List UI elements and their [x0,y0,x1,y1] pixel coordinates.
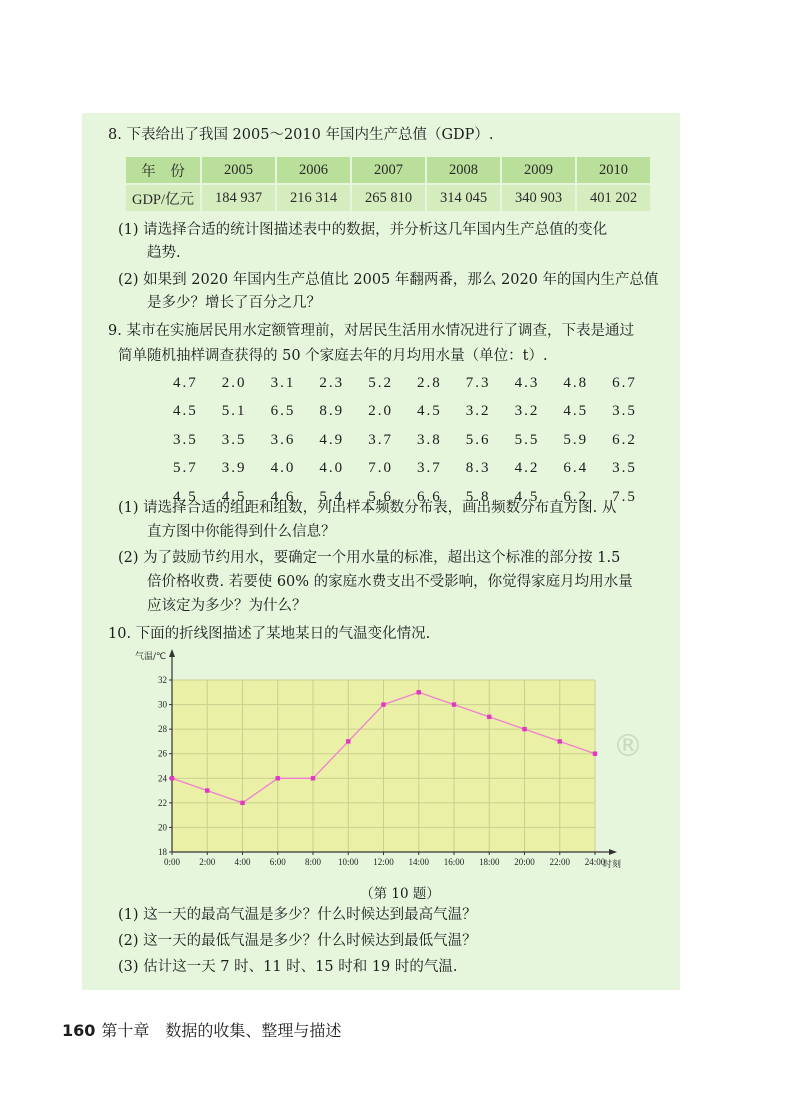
data-point [381,702,385,706]
water-data-cell: 6.2 [612,431,637,448]
gdp-table-header-year: 年 份 [125,156,201,184]
data-point [311,776,315,780]
data-point [593,752,597,756]
water-data-cell: 3.5 [612,460,637,477]
q9-intro-line2: 简单随机抽样调查获得的 50 个家庭去年的月均用水量（单位：t）. [118,348,548,364]
gdp-table-value-cell: 314 045 [426,184,501,212]
gdp-table-year-cell: 2008 [426,156,501,184]
page-footer [62,1018,341,1041]
water-data-cell: 6.5 [270,403,296,420]
data-point [522,727,526,731]
q8-sub2-line1: (2) 如果到 2020 年国内生产总值比 2005 年翻两番，那么 2020 年的国内生产总值 [118,272,659,288]
y-tick-label: 26 [158,748,167,759]
water-usage-data-grid [173,369,661,511]
q10-caption: （第 10 题） [360,886,440,902]
water-data-cell: 2.8 [416,375,442,391]
water-data-cell: 5.2 [368,375,393,391]
data-point [240,801,244,805]
water-data-cell: 4.0 [319,460,345,477]
gdp-table-value-cell: 216 314 [276,184,351,212]
water-data-cell: 3.9 [221,460,247,477]
water-data-cell: 3.6 [270,431,296,448]
data-point [346,739,350,743]
water-data-cell: 2.3 [319,375,345,391]
q8-sub1-line2: 趋势. [147,245,181,261]
x-tick-label: 4:00 [234,857,251,867]
y-tick-label: 20 [158,822,167,833]
q9-sub1-line1: (1) 请选择合适的组距和组数，列出样本频数分布表，画出频数分布直方图. 从 [118,500,617,516]
water-data-cell: 4.5 [514,488,540,505]
x-tick-label: 10:00 [337,857,359,867]
water-data-cell: 7.3 [465,375,491,391]
water-data-cell: 5.7 [173,460,198,477]
water-data-cell: 3.5 [612,403,637,420]
gdp-table-year-cell: 2005 [201,156,276,184]
water-data-cell: 6.7 [612,375,637,391]
gdp-table-year-cell: 2009 [501,156,576,184]
x-tick-label: 2:00 [199,857,216,867]
data-point [558,739,562,743]
y-tick-label: 18 [158,847,167,857]
water-data-cell: 4.5 [221,488,247,505]
water-data-cell: 5.4 [319,488,345,505]
gdp-table-year-row [125,156,651,184]
data-point [417,690,421,694]
water-data-cell: 4.2 [514,460,540,477]
water-data-cell: 4.7 [173,375,198,391]
chapter-title: 第十章 数据的收集、整理与描述 [101,1021,342,1040]
x-tick-label: 22:00 [549,857,571,867]
water-data-cell: 5.5 [514,431,540,448]
water-data-cell: 3.2 [514,403,540,420]
x-axis-label: 时刻 [603,860,622,870]
water-data-cell: 4.9 [319,431,345,448]
y-tick-label: 22 [158,797,167,808]
y-tick-label: 32 [158,675,167,685]
q10-sub1: (1) 这一天的最高气温是多少？什么时候达到最高气温？ [118,907,477,923]
q8-sub1-line1: (1) 请选择合适的统计图描述表中的数据，并分析这几年国内生产总值的变化 [118,222,608,238]
water-data-cell: 7.0 [368,460,393,477]
y-tick-label: 24 [158,773,167,784]
water-data-cell: 4.0 [270,460,296,477]
data-point [205,788,209,792]
water-data-cell: 4.6 [270,488,296,505]
x-tick-label: 6:00 [269,857,286,867]
q9-sub1-line2: 直方图中你能得到什么信息？ [147,524,336,540]
y-axis-label: 气温/℃ [135,652,167,662]
water-data-cell: 4.5 [173,488,198,505]
x-tick-label: 0:00 [163,857,181,867]
water-data-cell: 3.1 [270,375,296,391]
q9-intro-line1: 9. 某市在实施居民用水定额管理前，对居民生活用水情况进行了调查，下表是通过 [108,323,634,339]
gdp-table [124,155,652,213]
water-data-cell: 7.5 [612,488,637,505]
gdp-table-year-cell: 2007 [351,156,426,184]
data-point [276,776,280,780]
data-point [487,715,491,719]
registered-watermark: ® [613,729,643,764]
gdp-table-header-gdp: GDP/亿元 [125,184,201,212]
q10-intro: 10. 下面的折线图描述了某地某日的气温变化情况. [108,626,431,642]
temperature-line-chart [115,643,625,873]
water-data-cell: 6.4 [563,460,589,477]
water-data-cell: 2.0 [221,375,247,391]
gdp-table-value-cell: 184 937 [201,184,276,212]
water-data-cell: 8.3 [465,460,491,477]
x-axis-arrow [609,849,617,855]
water-data-cell: 4.3 [514,375,540,391]
water-data-cell: 3.5 [221,431,247,448]
q8-intro: 8. 下表给出了我国 2005～2010 年国内生产总值（GDP）. [108,127,494,143]
water-data-cell: 3.7 [368,431,393,448]
y-tick-label: 30 [158,699,167,710]
water-data-cell: 8.9 [319,403,345,420]
water-data-cell: 4.5 [416,403,442,420]
q10-sub3: (3) 估计这一天 7 时、11 时、15 时和 19 时的气温. [118,959,458,975]
water-data-cell: 4.5 [173,403,198,420]
water-data-cell: 3.2 [465,403,491,420]
water-data-cell: 5.6 [465,431,491,448]
q8-sub2-line2: 是多少？增长了百分之几？ [147,295,321,311]
water-data-cell: 4.5 [563,403,589,420]
q9-sub2-line3: 应该定为多少？为什么？ [147,598,307,614]
y-tick-label: 28 [158,724,167,735]
q10-sub2: (2) 这一天的最低气温是多少？什么时候达到最低气温？ [118,933,477,949]
x-tick-label: 8:00 [304,857,322,867]
gdp-table-value-cell: 401 202 [576,184,651,212]
x-tick-label: 20:00 [514,857,535,867]
water-data-cell: 2.0 [368,403,393,420]
gdp-table-year-cell: 2006 [276,156,351,184]
water-data-cell: 6.2 [563,488,589,505]
q9-sub2-line2: 倍价格收费. 若要使 60% 的家庭水费支出不受影响，你觉得家庭月均用水量 [147,574,633,590]
water-data-cell: 5.8 [465,488,491,505]
gdp-table-value-cell: 340 903 [501,184,576,212]
water-data-cell: 3.7 [416,460,442,477]
water-data-cell: 5.1 [221,403,247,420]
q9-sub2-line1: (2) 为了鼓励节约用水，要确定一个用水量的标准，超出这个标准的部分按 1.5 [118,550,621,566]
x-tick-label: 18:00 [478,857,500,867]
water-data-cell: 6.6 [416,488,442,505]
gdp-table-year-cell: 2010 [576,156,651,184]
x-tick-label: 16:00 [443,857,465,867]
data-point [170,776,174,780]
gdp-table-value-cell: 265 810 [351,184,426,212]
gdp-table-value-row [125,184,651,212]
x-tick-label: 14:00 [408,857,430,867]
water-data-cell: 5.9 [563,431,589,448]
water-data-cell: 3.5 [173,431,198,448]
y-axis-arrow [169,649,175,657]
water-data-cell: 4.8 [563,375,589,391]
water-data-cell: 5.6 [368,488,393,505]
data-point [452,702,456,706]
page-number: 160 [62,1021,96,1040]
x-tick-label: 12:00 [373,857,394,867]
x-tick-label: 24:00 [584,857,606,867]
water-data-cell: 3.8 [416,431,442,448]
